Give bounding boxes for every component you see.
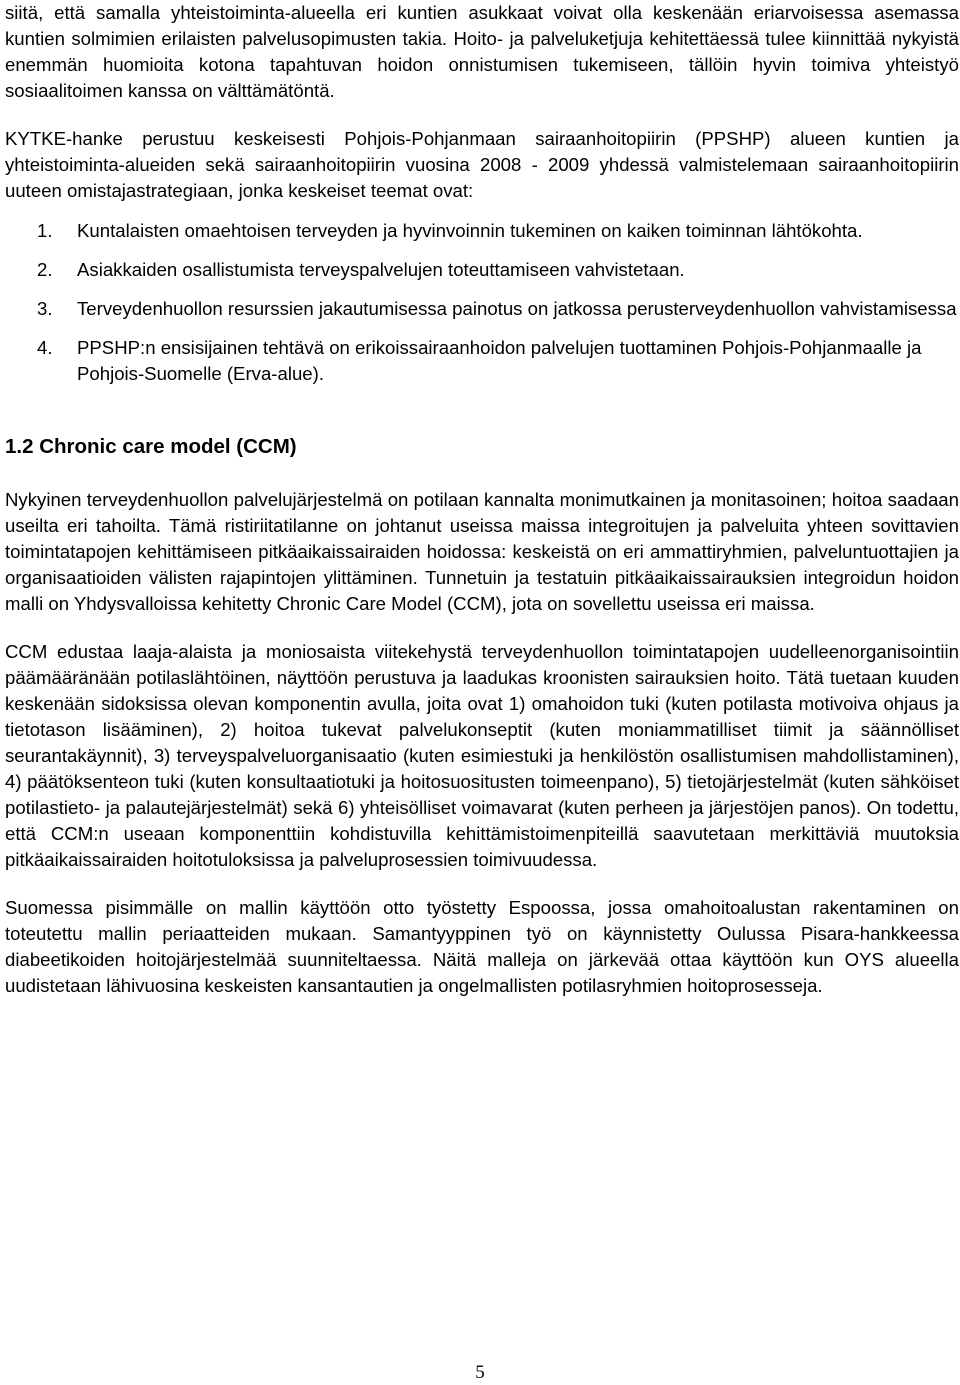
list-item xyxy=(5,218,959,244)
page-number: 5 xyxy=(475,1362,485,1383)
list-item-text: Asiakkaiden osallistumista terveyspalvelujen toteuttamiseen vahvistetaan. xyxy=(77,259,685,280)
paragraph-ccm-intro: Nykyinen terveydenhuollon palvelujärjestelmä on potilaan kannalta monimutkainen ja monitasoinen; hoitoa saadaan useilta eri tahoilta. Tämä ristiriitatilanne on johtanut useissa maissa integroitujen ja palveluita yhteen sovittavien toimintatapojen kehittämiseen pitkäaikaissairaiden hoidossa: keskeistä on eri ammattiryhmien, palveluntuottajien ja organisaatioiden välisten rajapintojen ylittäminen. Tunnetuin ja testatuin pitkäaikaissairauksien integroidun hoidon malli on Yhdysvalloissa kehitetty Chronic Care Model (CCM), jota on sovellettu useissa eri maissa. xyxy=(5,489,959,614)
list-item-text: Terveydenhuollon resurssien jakautumisessa painotus on jatkossa perusterveydenhuollon vahvistamisessa xyxy=(77,298,957,319)
document-page xyxy=(5,0,959,999)
paragraph-ccm-finland: Suomessa pisimmälle on mallin käyttöön otto työstetty Espoossa, jossa omahoitoalustan rakentaminen on toteutettu mallin periaatteiden mukaan. Samantyyppinen työ on käynnistetty Oulussa Pisara-hankkeessa diabeetikoiden hoitojärjestelmää suunniteltaessa. Näitä malleja on järkevää ottaa käyttöön kun OYS alueella uudistetaan lähivuosina keskeisten kansantautien ja ongelmallisten potilasryhmien hoitoprosesseja. xyxy=(5,897,959,996)
list-item-number: 3. xyxy=(37,298,53,319)
section-heading: 1.2 Chronic care model (CCM) xyxy=(5,435,297,458)
paragraph-kytke: KYTKE-hanke perustuu keskeisesti Pohjois-Pohjanmaan sairaanhoitopiirin (PPSHP) alueen kuntien ja yhteistoiminta-alueiden sekä sairaanhoitopiirin vuosina 2008 - 2009 yhdessä valmistelemaan sairaanhoitopiirin uuteen omistajastrategiaan, jonka keskeiset teemat ovat: xyxy=(5,128,959,201)
paragraph-intro: siitä, että samalla yhteistoiminta-alueella eri kuntien asukkaat voivat olla keskenään eriarvoisessa asemassa kuntien solmimien erilaisten palvelusopimusten takia. Hoito- ja palveluketjuja kehitettäessä tulee kiinnittää nykyistä enemmän huomioita kotona tapahtuvan hoidon onnistumisen tukemiseen, tällöin hyvin toimiva yhteistyö sosiaalitoimen kanssa on välttämätöntä. xyxy=(5,2,959,101)
list-item-text: Kuntalaisten omaehtoisen terveyden ja hyvinvoinnin tukeminen on kaiken toiminnan lähtökohta. xyxy=(77,220,863,241)
paragraph-ccm-components: CCM edustaa laaja-alaista ja moniosaista viitekehystä terveydenhuollon toimintatapojen uudelleenorganisointiin päämääränään potilaslähtöinen, näyttöön perustuva ja laadukas kroonisten sairauksien hoito. Tätä tuetaan kuuden keskenään sidoksissa olevan komponentin avulla, joita ovat 1) omahoidon tuki (kuten potilasta motivoiva ohjaus ja tietotason lisääminen), 2) hoitoa tukevat palvelukonseptit (kuten moniammatilliset tiimit ja säännölliset seurantakäynnit), 3) terveyspalveluorganisaatio (kuten esimiestuki ja henkilöstön osallistumisen mahdollistaminen), 4) päätöksenteon tuki (kuten konsultaatiotuki ja hoitosuositusten toimeenpano), 5) tietojärjestelmät (kuten sähköiset potilastieto- ja palautejärjestelmät) sekä 6) yhteisölliset voimavarat (kuten perheen ja järjestöjen panos). On todettu, että CCM:n useaan komponenttiin kohdistuvilla kehittämistoimenpiteillä saavutetaan merkittäviä muutoksia pitkäaikaissairaiden hoitotuloksissa ja palveluprosessien toimivuudessa. xyxy=(5,641,959,870)
list-item-number: 1. xyxy=(37,220,53,241)
list-item-number: 2. xyxy=(37,259,53,280)
list-item xyxy=(5,296,959,322)
list-item-text: PPSHP:n ensisijainen tehtävä on erikoissairaanhoidon palvelujen tuottaminen Pohjois-Pohjanmaalle ja Pohjois-Suomelle (Erva-alue). xyxy=(77,337,922,384)
list-item xyxy=(5,335,959,387)
list-item xyxy=(5,257,959,283)
strategy-goals-list xyxy=(5,218,959,387)
list-item-number: 4. xyxy=(37,337,53,358)
